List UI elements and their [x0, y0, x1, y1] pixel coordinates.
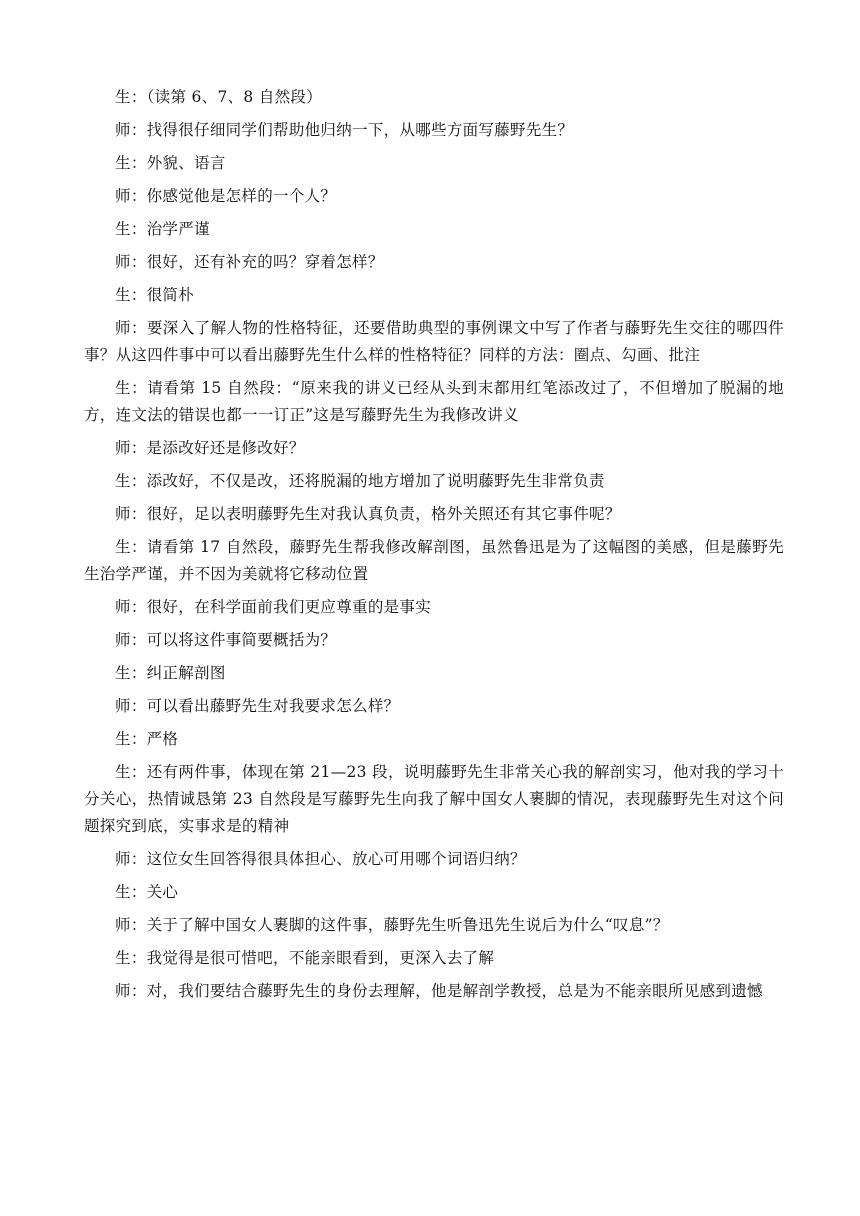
- speaker-label: 生: [115, 883, 131, 901]
- dialogue-line: [84, 249, 784, 276]
- dialogue-text: 很好，足以表明藤野先生对我认真负责，格外关照还有其它事件呢？: [146, 505, 621, 523]
- dialogue-text: 添改好，不仅是改，还将脱漏的地方增加了说明藤野先生非常负责: [146, 472, 605, 490]
- dialogue-line: [84, 150, 784, 177]
- dialogue-line: [84, 846, 784, 873]
- speaker-label: 师: [115, 850, 131, 868]
- dialogue-text: 请看第 17 自然段，藤野先生帮我修改解剖图，虽然鲁迅是为了这幅图的美感，但是藤野先生治学严谨，并不因为美就将它移动位置: [84, 538, 784, 583]
- speaker-label: 师: [115, 697, 131, 715]
- dialogue-text: 关心: [146, 883, 179, 901]
- dialogue-text: 我觉得是很可惜吧，不能亲眼看到，更深入去了解: [146, 949, 495, 967]
- speaker-label: 师: [115, 121, 131, 139]
- dialogue-text: 严格: [146, 730, 179, 748]
- speaker-separator: ：: [130, 697, 147, 715]
- speaker-separator: ：: [130, 949, 147, 967]
- dialogue-text: 治学严谨: [146, 220, 210, 238]
- dialogue-line: [84, 978, 784, 1005]
- speaker-label: 师: [115, 187, 131, 205]
- dialogue-text: 关于了解中国女人裹脚的这件事，藤野先生听鲁迅先生说后为什么“叹息”？: [146, 916, 669, 934]
- speaker-label: 师: [115, 982, 131, 1000]
- speaker-separator: ：: [130, 88, 147, 106]
- speaker-label: 生: [115, 154, 131, 172]
- dialogue-text: 你感觉他是怎样的一个人？: [146, 187, 337, 205]
- dialogue-line: [84, 726, 784, 753]
- speaker-separator: ：: [130, 253, 147, 271]
- speaker-separator: ：: [130, 850, 147, 868]
- speaker-separator: ：: [130, 286, 147, 304]
- dialogue-line: [84, 534, 784, 588]
- speaker-separator: ：: [130, 472, 147, 490]
- speaker-label: 生: [115, 88, 131, 106]
- speaker-separator: ：: [130, 121, 147, 139]
- dialogue-text: 可以看出藤野先生对我要求怎么样？: [146, 697, 400, 715]
- dialogue-text: 还有两件事，体现在第 21—23 段，说明藤野先生非常关心我的解剖实习，他对我的学习十分关心，热情诚恳第 23 自然段是写藤野先生向我了解中国女人裹脚的情况，表现藤野先生对这个问题探究到底，实事求是的精神: [84, 763, 784, 835]
- dialogue-text: 找得很仔细同学们帮助他归纳一下，从哪些方面写藤野先生？: [146, 121, 574, 139]
- speaker-separator: ：: [131, 379, 148, 397]
- dialogue-text: 外貌、语言: [146, 154, 226, 172]
- speaker-label: 生: [115, 379, 132, 397]
- dialogue-text: （读第 6、7、8 自然段）: [146, 88, 323, 106]
- speaker-separator: ：: [130, 439, 147, 457]
- speaker-separator: ：: [130, 538, 147, 556]
- speaker-separator: ：: [130, 187, 147, 205]
- dialogue-line: [84, 660, 784, 687]
- speaker-separator: ：: [130, 505, 147, 523]
- dialogue-text: 这位女生回答得很具体担心、放心可用哪个词语归纳？: [146, 850, 526, 868]
- speaker-label: 生: [115, 949, 131, 967]
- speaker-separator: ：: [130, 631, 147, 649]
- dialogue-line: [84, 216, 784, 243]
- speaker-label: 生: [115, 730, 131, 748]
- dialogue-line: [84, 435, 784, 462]
- speaker-separator: ：: [130, 730, 147, 748]
- speaker-label: 师: [115, 253, 131, 271]
- speaker-label: 师: [115, 916, 131, 934]
- speaker-separator: ：: [130, 982, 147, 1000]
- speaker-label: 生: [115, 220, 131, 238]
- dialogue-text: 纠正解剖图: [146, 664, 226, 682]
- dialogue-line: [84, 117, 784, 144]
- dialogue-text: 很好，在科学面前我们更应尊重的是事实: [146, 598, 432, 616]
- speaker-separator: ：: [130, 916, 147, 934]
- document-page: [84, 84, 784, 1011]
- dialogue-line: [84, 315, 784, 369]
- dialogue-text: 对，我们要结合藤野先生的身份去理解，他是解剖学教授，总是为不能亲眼所见感到遗憾: [146, 982, 763, 1000]
- speaker-separator: ：: [130, 763, 147, 781]
- dialogue-line: [84, 627, 784, 654]
- speaker-label: 师: [115, 505, 131, 523]
- dialogue-text: 是添改好还是修改好？: [146, 439, 305, 457]
- dialogue-text: 可以将这件事简要概括为？: [146, 631, 337, 649]
- dialogue-text: 要深入了解人物的性格特征，还要借助典型的事例课文中写了作者与藤野先生交往的哪四件事？从这四件事中可以看出藤野先生什么样的性格特征？同样的方法：圈点、勾画、批注: [84, 319, 784, 364]
- dialogue-line: [84, 501, 784, 528]
- dialogue-line: [84, 912, 784, 939]
- speaker-label: 师: [115, 598, 131, 616]
- speaker-separator: ：: [130, 154, 147, 172]
- speaker-label: 生: [115, 472, 131, 490]
- speaker-label: 生: [115, 286, 131, 304]
- dialogue-line: [84, 879, 784, 906]
- dialogue-text: 请看第 15 自然段：“原来我的讲义已经从头到末都用红笔添改过了，不但增加了脱漏的地方，连文法的错误也都一一订正”这是写藤野先生为我修改讲义: [84, 379, 784, 424]
- speaker-label: 生: [115, 538, 131, 556]
- speaker-separator: ：: [130, 319, 147, 337]
- speaker-label: 师: [115, 319, 131, 337]
- speaker-label: 师: [115, 439, 131, 457]
- dialogue-line: [84, 375, 784, 429]
- speaker-label: 生: [115, 763, 131, 781]
- dialogue-line: [84, 183, 784, 210]
- speaker-label: 生: [115, 664, 131, 682]
- dialogue-line: [84, 282, 784, 309]
- dialogue-line: [84, 84, 784, 111]
- speaker-separator: ：: [130, 664, 147, 682]
- speaker-separator: ：: [130, 220, 147, 238]
- speaker-separator: ：: [130, 883, 147, 901]
- speaker-label: 师: [115, 631, 131, 649]
- dialogue-line: [84, 945, 784, 972]
- dialogue-line: [84, 468, 784, 495]
- dialogue-line: [84, 693, 784, 720]
- dialogue-text: 很好，还有补充的吗？穿着怎样？: [146, 253, 384, 271]
- dialogue-line: [84, 594, 784, 621]
- dialogue-line: [84, 759, 784, 840]
- speaker-separator: ：: [130, 598, 147, 616]
- dialogue-text: 很简朴: [146, 286, 195, 304]
